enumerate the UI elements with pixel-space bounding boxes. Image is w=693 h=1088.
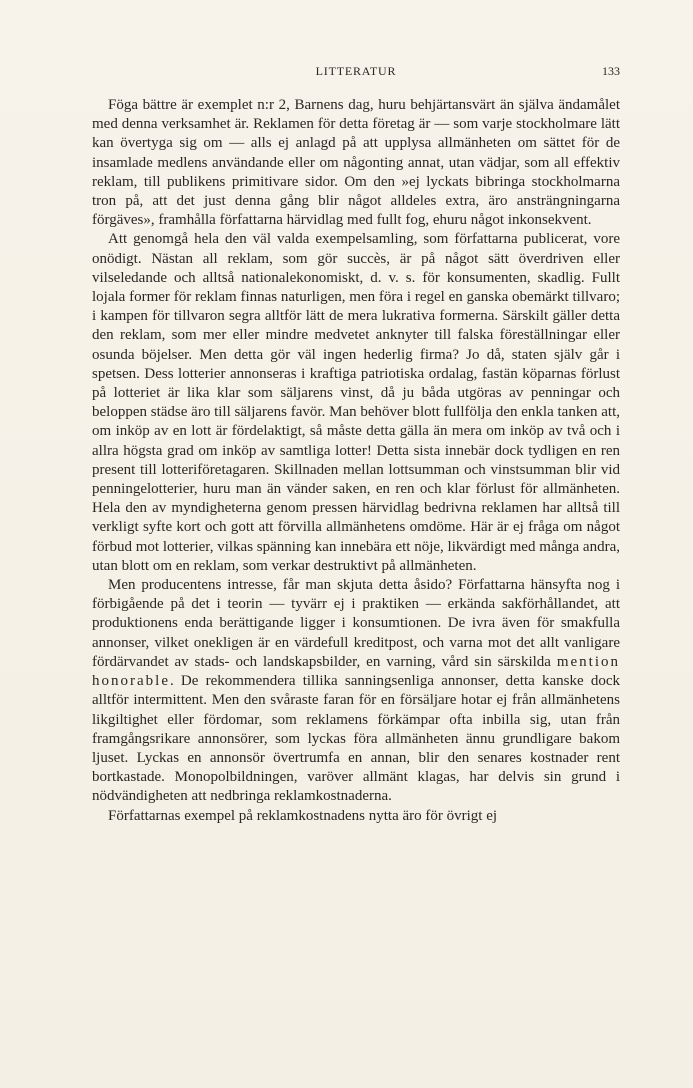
paragraph-3-text: Men producentens intresse, får man skjuta detta åsido? Författarna hänsyfta nog i förbigående på det i teorin — tyvärr ej i praktiken — erkända sakförhållandet, att produktionens enda berättigande ligger i konsumtionen. De ivra även för smakfulla annonser, vilket onekligen är en värdefull kreditpost, och varna mot det allt vanligare fördärvandet av stads- och landskapsbilder, en varning, vård sin särskilda	[92, 577, 620, 670]
paragraph-4-text: Författarnas exempel på reklamkostnadens nytta äro för övrigt ej	[108, 807, 498, 824]
page-header	[92, 64, 620, 84]
page-number: 133	[602, 64, 620, 78]
running-title: LITTERATUR	[315, 64, 397, 78]
paragraph-1	[92, 96, 620, 230]
spaced-phrase: mention honorable	[92, 653, 620, 690]
body-text	[92, 96, 620, 826]
paragraph-2	[92, 230, 620, 576]
paragraph-1-text: Föga bättre är exemplet n:r 2, Barnens dag, huru behjärtansvärt än själva ändamålet med denna verksamhet är. Reklamen för detta företag är — som varje stockholmare lätt kan övertyga sig om — alls ej anlagd på att upplysa allmänheten om sättet för de insamlade medlens användande eller om någonting annat, utan vädjar, som all effektiv reklam, till publikens primitivare sidor. Om den »ej lyckats bibringa stockholmarna tron på, att det just denna gång blir något alldeles extra, äro ansträngningarna förgäves», framhålla författarna härvidlag med fullt fog, ehuru något inkonsekvent.	[92, 97, 620, 229]
paragraph-3-text-cont: . De rekommendera tillika sanningsenliga annonser, detta kanske dock alltför intermittent. Men den svåraste faran för en försäljare hotar ej från allmänhetens likgiltighet eller fördomar, som reklamens förkämpar ofta inbilla sig, utan från framgångsrikare annonsörer, som lyckas föra allmänheten ännu grundligare bakom ljuset. Lyckas en annonsör övertrumfa en annan, blir den senares kostnader rent bortkastade. Monopolbildningen, varöver allmänt klagas, har delvis sin grund i nödvändigheten att nedbringa reklamkostnaderna.	[92, 673, 620, 805]
paragraph-3	[92, 576, 620, 806]
paragraph-2-text: Att genomgå hela den väl valda exempelsamling, som författarna publicerat, vore onödigt. Nästan all reklam, som gör succès, är på något sätt överdriven eller vilseledande och alltså nationalekonomiskt, d. v. s. för konsumenten, skadlig. Fullt lojala former för reklam finnas naturligen, men föra i regel en ganska obemärkt tillvaro; i kampen för tillvaron segra alltför lätt de mera lukrativa formerna. Särskilt gäller detta den reklam, som mer eller mindre medvetet anknyter till falska föreställningar eller osunda böjelser. Men detta gör väl ingen hederlig firma? Jo då, staten själv går i spetsen. Dess lotterier annonseras i kraftiga patriotiska ordalag, fastän köparnas förlust på lotteriet är lika klar som säljarens vinst, då ju båda utgöras av penningar och beloppen städse äro till säljarens favör. Man behöver blott fullfölja den enkla tanken att, om inköp av en lott är fördelaktigt, så måste detta gälla än mera om inköp av två och i allra högsta grad om inköp av samtliga lotter! Detta sista innebär dock tydligen en ren present till lotteriföretagaren. Skillnaden mellan lottsumman och vinstsumman blir vid penningelotterier, huru man än vänder saken, en ren och klar förlust för allmänheten. Hela den av myndigheterna genom pressen härvidlag bedrivna reklamen har alltså till verkligt syfte kort och gott att förvilla allmänhetens omdöme. Här är ej fråga om något förbud mot lotterier, vilkas spänning kan innebära ett nöje, likvärdigt med många andra, utan blott om en reklam, som verkar destruktivt på allmänheten.	[92, 231, 620, 574]
paragraph-4	[92, 807, 620, 826]
